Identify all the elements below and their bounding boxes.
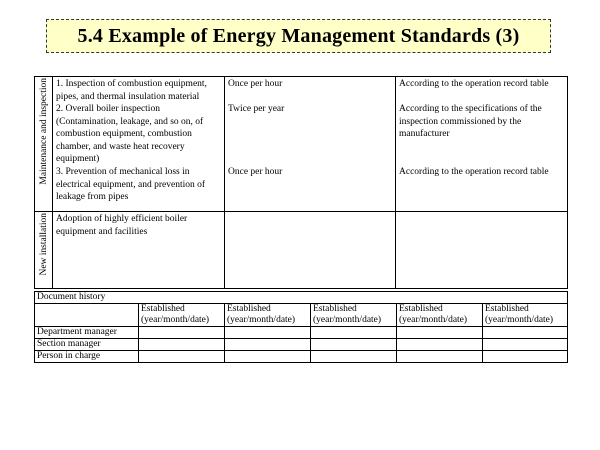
new-installation-item: Adoption of highly efficient boiler equipment and facilities [53,212,225,289]
item-2: 2. Overall boiler inspection (Contamination, leakage, and so on, of combustion equipment, combustion chamber, and waste heat recovery equipment) [56,104,204,165]
item-3: 3. Prevention of mechanical loss in electrical equipment, and prevention of leakage from pipes [56,167,206,203]
section-label-new-installation: New installation [35,212,53,289]
established-cell: Established (year/month/date) [483,304,568,327]
note-3: According to the operation record table [399,167,549,177]
page-title: 5.4 Example of Energy Management Standards (3) [77,24,520,47]
note-1: According to the operation record table [399,79,549,89]
maintenance-row [35,77,568,212]
section-label-maintenance: Maintenance and inspection [35,77,53,212]
item-1: 1. Inspection of combustion equipment, pipes, and thermal insulation material [56,79,207,102]
new-installation-row [35,212,568,289]
document-history-label: Document history [35,292,568,304]
established-cell: Established (year/month/date) [139,304,225,327]
role-department-manager: Department manager [35,327,139,339]
established-cell: Established (year/month/date) [225,304,311,327]
established-row [35,304,568,327]
role-row [35,327,568,339]
frequency-2: Twice per year [228,104,285,114]
document-history-table [34,291,568,363]
role-row [35,351,568,363]
new-installation-frequency [225,212,396,289]
frequency-column [225,77,396,212]
established-cell: Established (year/month/date) [311,304,397,327]
standards-table [34,76,568,289]
role-section-manager: Section manager [35,339,139,351]
maintenance-items [53,77,225,212]
title-banner [46,19,551,53]
note-2: According to the specifications of the inspection commissioned by the manufacturer [399,104,542,140]
role-row [35,339,568,351]
role-person-in-charge: Person in charge [35,351,139,363]
frequency-1: Once per hour [228,79,283,89]
frequency-3: Once per hour [228,167,283,177]
notes-column [396,77,568,212]
established-cell: Established (year/month/date) [397,304,483,327]
new-installation-notes [396,212,568,289]
